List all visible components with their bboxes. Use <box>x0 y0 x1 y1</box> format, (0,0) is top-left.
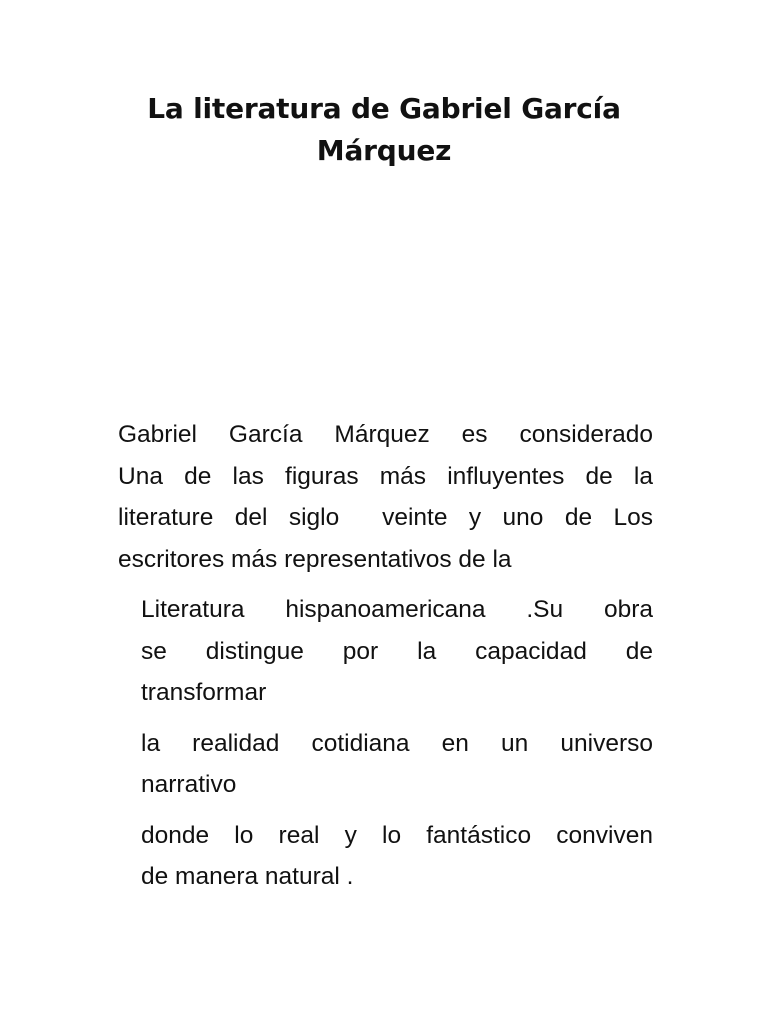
paragraph-line: Una de las figuras más influyentes de la <box>118 462 653 490</box>
paragraph-1 <box>118 414 653 580</box>
paragraph-line: de manera natural . <box>141 863 354 890</box>
paragraph-line: narrativo <box>141 771 237 798</box>
paragraph-4 <box>141 815 653 898</box>
body-text <box>118 414 653 898</box>
paragraph-line: se distingue por la capacidad de <box>141 637 653 665</box>
paragraph-line: transformar <box>141 679 267 706</box>
paragraph-line: la realidad cotidiana en un universo <box>141 729 653 757</box>
paragraph-line: Gabriel García Márquez es considerado <box>118 421 653 448</box>
paragraph-line: donde lo real y lo fantástico conviven <box>141 821 653 849</box>
paragraph-line: escritores más representativos de la <box>118 545 512 573</box>
page-title: La literatura de Gabriel García Márquez <box>147 92 621 167</box>
paragraph-line: literature del siglo veinte y uno de Los <box>118 504 653 531</box>
paragraph-3 <box>141 723 653 806</box>
paragraph-line: Literatura hispanoamericana .Su obra <box>141 596 653 623</box>
paragraph-2 <box>141 589 653 714</box>
